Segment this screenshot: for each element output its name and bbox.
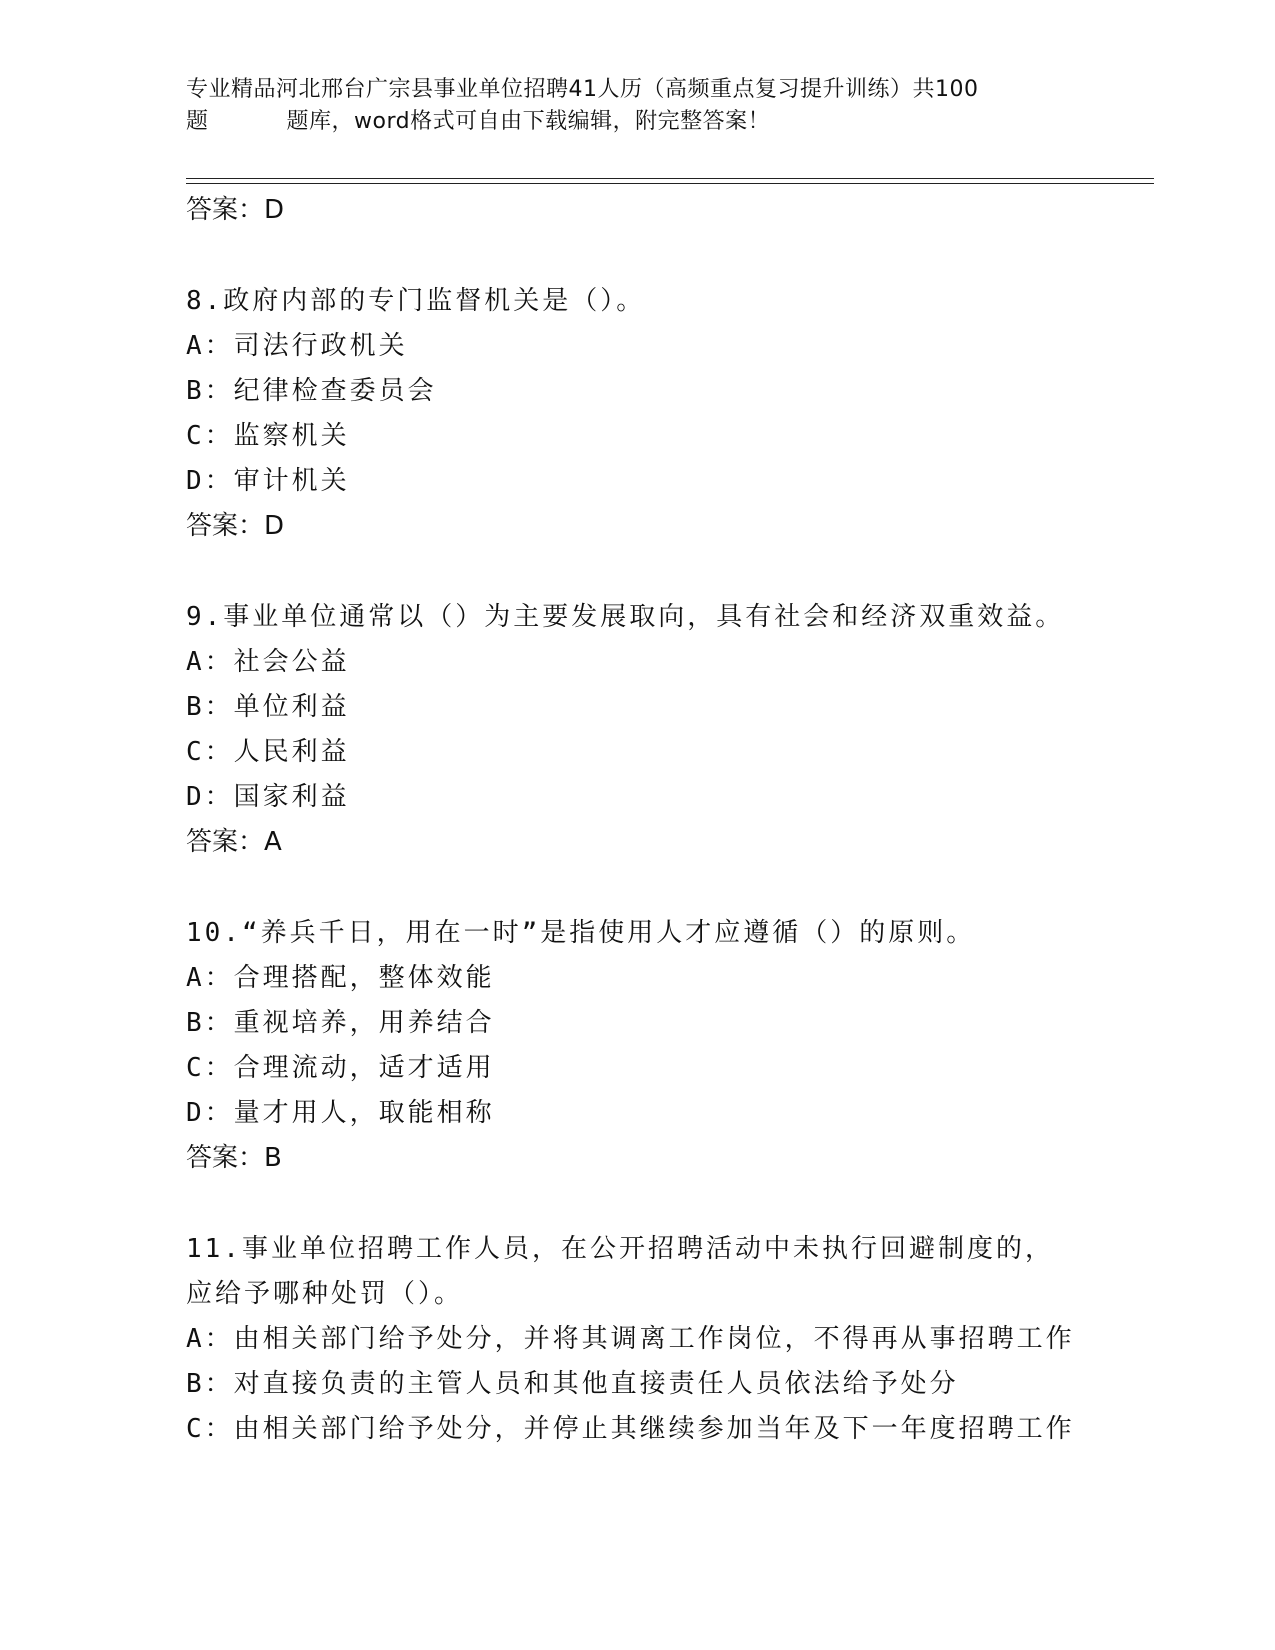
option-d: D：审计机关 xyxy=(186,466,350,496)
option-a: A：社会公益 xyxy=(186,647,350,677)
question-text: 11.事业单位招聘工作人员，在公开招聘活动中未执行回避制度的，应给予哪种处罚（）。 xyxy=(186,1234,1054,1309)
question-text: 10.“养兵千日，用在一时”是指使用人才应遵循（）的原则。 xyxy=(186,918,976,948)
question-text: 8.政府内部的专门监督机关是（）。 xyxy=(186,286,646,316)
option-b: B：纪律检查委员会 xyxy=(186,376,437,406)
option-b: B：重视培养，用养结合 xyxy=(186,1008,495,1038)
question-8 xyxy=(186,279,1086,548)
option-b: B：对直接负责的主管人员和其他直接责任人员依法给予处分 xyxy=(186,1369,959,1399)
question-10 xyxy=(186,911,1086,1180)
option-c: C：人民利益 xyxy=(186,737,350,767)
question-text: 9.事业单位通常以（）为主要发展取向，具有社会和经济双重效益。 xyxy=(186,602,1065,632)
option-a: A：合理搭配，整体效能 xyxy=(186,963,495,993)
answer-line: 答案：B xyxy=(186,1143,282,1173)
header-title-line2 xyxy=(186,106,1066,138)
question-11 xyxy=(186,1227,1086,1452)
option-d: D：国家利益 xyxy=(186,782,350,812)
question-list xyxy=(186,188,1086,1452)
option-a: A：司法行政机关 xyxy=(186,331,408,361)
option-b: B：单位利益 xyxy=(186,692,350,722)
header-divider-bottom xyxy=(186,183,1154,184)
option-c: C：由相关部门给予处分，并停止其继续参加当年及下一年度招聘工作 xyxy=(186,1414,1075,1444)
answer-line: 答案：A xyxy=(186,827,282,857)
header-title-line1: 专业精品河北邢台广宗县事业单位招聘41人历（高频重点复习提升训练）共100 xyxy=(186,77,979,102)
header-title-line2-left: 题 xyxy=(186,109,209,134)
header-title-line2-right: 题库，word格式可自由下载编辑，附完整答案！ xyxy=(286,109,771,134)
option-c: C：监察机关 xyxy=(186,421,350,451)
question-9 xyxy=(186,595,1086,864)
answer-line: 答案：D xyxy=(186,511,285,541)
option-d: D：量才用人，取能相称 xyxy=(186,1098,495,1128)
option-c: C：合理流动，适才适用 xyxy=(186,1053,495,1083)
document-header xyxy=(186,74,1066,138)
option-a: A：由相关部门给予处分，并将其调离工作岗位，不得再从事招聘工作 xyxy=(186,1324,1075,1354)
header-divider-top xyxy=(186,178,1154,179)
answer-line: 答案：D xyxy=(186,195,285,225)
